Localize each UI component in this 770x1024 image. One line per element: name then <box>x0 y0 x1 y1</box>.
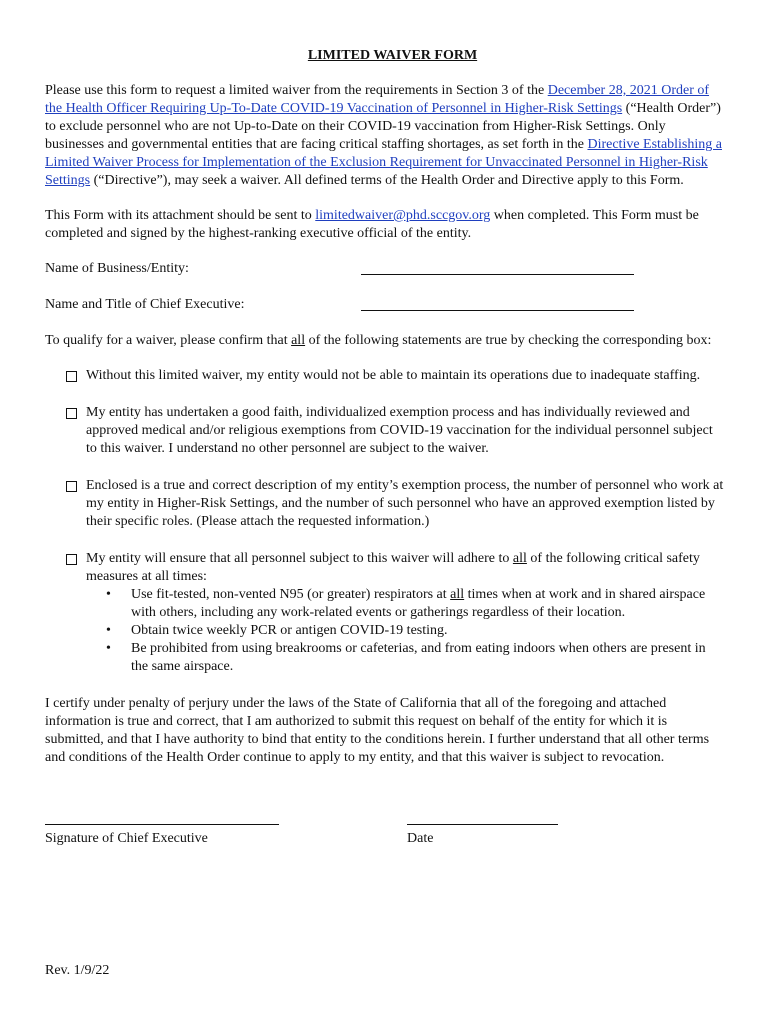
certification-paragraph: I certify under penalty of perjury under the laws of the State of California that all of the foregoing and attached information is true and correct, that I am authorized to submit this request on behalf of the entity for which it is submitted, and that I have authority to bind that entity to the conditions herein. I further understand that all other terms and conditions of the Health Order continue to apply to my entity, and that this waiver is subject to revocation. <box>45 696 710 765</box>
list-item: • Be prohibited from using breakrooms or cafeterias, and from eating indoors when others are present in the same airspace. <box>106 641 706 674</box>
checkbox-staffing[interactable] <box>66 371 77 382</box>
executive-name-field[interactable] <box>361 296 634 311</box>
bullet-icon: • <box>106 623 111 638</box>
bullet-icon: • <box>106 641 111 656</box>
business-name-field[interactable] <box>361 260 634 275</box>
signature-row <box>45 812 725 852</box>
submission-paragraph: This Form with its attachment should be sent to limitedwaiver@phd.sccgov.org when completed. This Form must be completed and signed by the highest-ranking executive official of the entity. <box>45 208 699 241</box>
health-order-link[interactable]: December 28, 2021 Order of the Health Officer Requiring Up-To-Date COVID-19 Vaccination of Personnel in Higher-Risk Settings <box>45 83 710 116</box>
executive-name-row <box>45 296 725 314</box>
date-field[interactable] <box>407 812 558 825</box>
revision-date: Rev. 1/9/22 <box>45 963 110 978</box>
form-title: LIMITED WAIVER FORM <box>307 48 478 63</box>
list-item: • Obtain twice weekly PCR or antigen COVID-19 testing. <box>106 623 448 638</box>
safety-measures-list <box>86 586 725 676</box>
checkbox-enclosed-description[interactable] <box>66 481 77 492</box>
statement-staffing: Without this limited waiver, my entity would not be able to maintain its operations due to inadequate staffing. <box>45 367 725 385</box>
checkbox-exemption-process[interactable] <box>66 408 77 419</box>
qualify-instructions: To qualify for a waiver, please confirm that all of the following statements are true by checking the corresponding box: <box>45 333 712 348</box>
business-name-label: Name of Business/Entity: <box>45 261 189 276</box>
checkbox-safety-measures[interactable] <box>66 554 77 565</box>
date-label: Date <box>407 831 434 846</box>
waiver-form-page <box>45 47 725 978</box>
executive-name-label: Name and Title of Chief Executive: <box>45 297 245 312</box>
directive-link[interactable]: Directive Establishing a Limited Waiver Process for Implementation of the Exclusion Requirement for Unvaccinated Personnel in Higher-Risk Settings <box>45 137 722 188</box>
business-name-row <box>45 260 725 278</box>
intro-paragraph: Please use this form to request a limited waiver from the requirements in Section 3 of the December 28, 2021 Order of the Health Officer Requiring Up-To-Date COVID-19 Vaccination of Personnel in Higher-Risk Settings (“Health Order”) to exclude personnel who are not Up-to-Date on their COVID-19 vaccination from Higher-Risk Settings. Only businesses and governmental entities that are facing critical staffing shortages, as set forth in the Directive Establishing a Limited Waiver Process for Implementation of the Exclusion Requirement for Unvaccinated Personnel in Higher-Risk Settings (“Directive”), may seek a waiver. All defined terms of the Health Order and Directive apply to this Form. <box>45 83 722 188</box>
signature-field[interactable] <box>45 812 279 825</box>
bullet-icon: • <box>106 587 111 602</box>
email-link[interactable]: limitedwaiver@phd.sccgov.org <box>315 208 491 223</box>
statement-exemption-process: My entity has undertaken a good faith, individualized exemption process and has individually reviewed and approved medical and/or religious exemptions from COVID-19 vaccination for the individual personnel subject to this waiver. I understand no other personnel are subject to the waiver. <box>45 404 725 458</box>
statement-safety-measures: My entity will ensure that all personnel subject to this waiver will adhere to all of the following critical safety measures at all times: • Use fit-tested, non-vented N95 (or greater) respirators at all times when at work and in shared airspace with others, including any work-related events or gatherings regardless of their location. • Obtain twice weekly PCR or antigen COVID-19 testing. • Be prohibited from using breakrooms or cafeterias, and from eating indoors when others are present in the same airspace. <box>45 550 725 676</box>
statement-enclosed-description: Enclosed is a true and correct description of my entity’s exemption process, the number of personnel who work at my entity in Higher-Risk Settings, and the number of such personnel who have an approved exemption listed by their specific roles. (Please attach the requested information.) <box>45 477 725 531</box>
list-item: • Use fit-tested, non-vented N95 (or greater) respirators at all times when at work and in shared airspace with others, including any work-related events or gatherings regardless of their location. <box>106 587 706 620</box>
signature-label: Signature of Chief Executive <box>45 831 208 846</box>
